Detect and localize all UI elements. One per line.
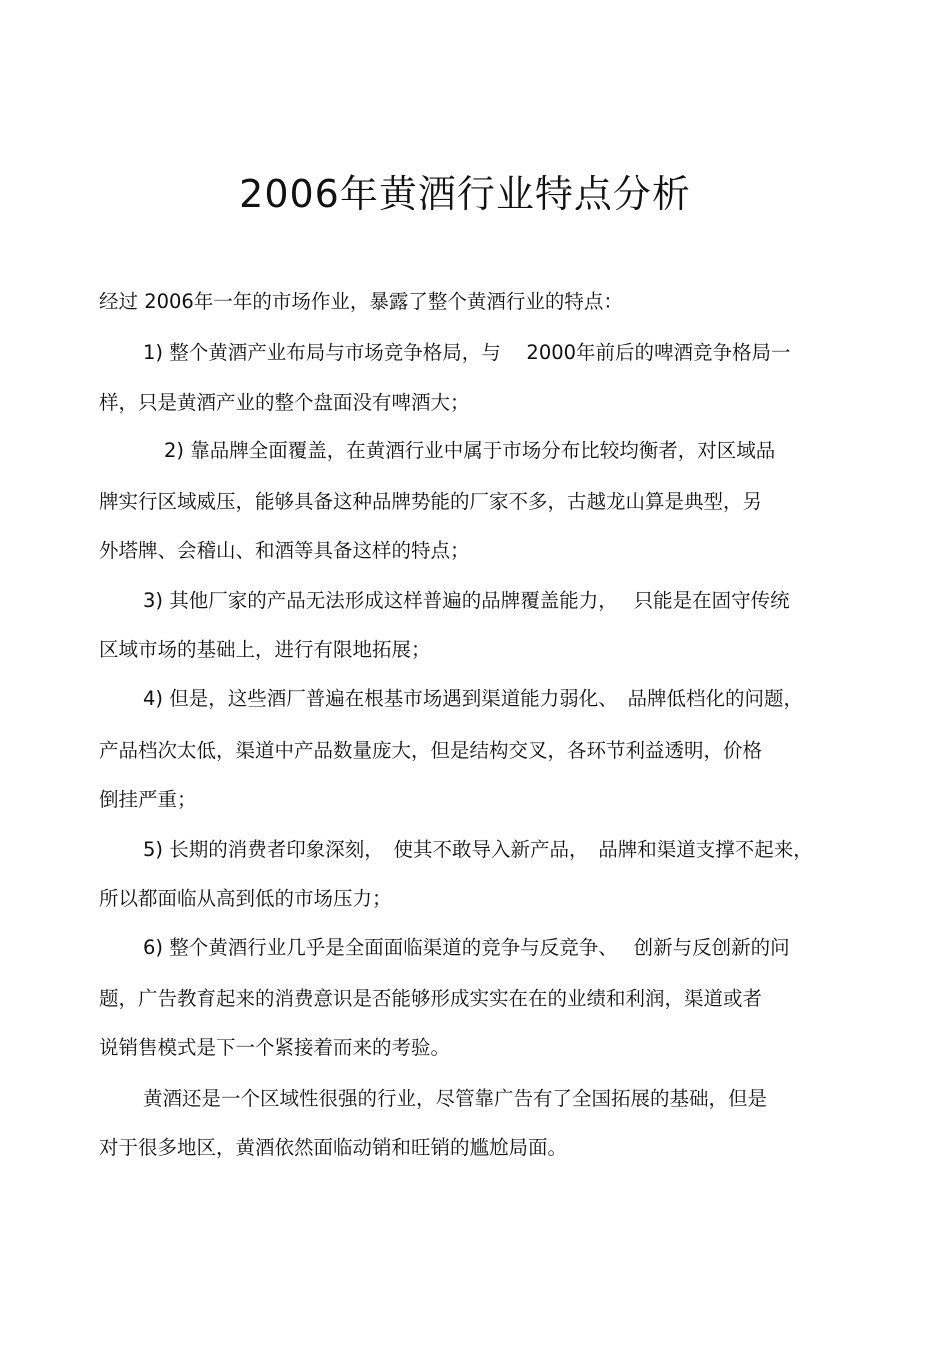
paragraph-7-line-1: 黄酒还是一个区域性很强的行业，尽管靠广告有了全国拓展的基础，但是 [143, 1087, 768, 1110]
paragraph-2-line-2: 牌实行区域威压，能够具备这种品牌势能的厂家不多，古越龙山算是典型，另 [99, 490, 763, 513]
document-title: 2006年黄酒行业特点分析 [239, 172, 691, 216]
paragraph-6-line-3: 说销售模式是下一个紧接着而来的考验。 [99, 1036, 451, 1059]
paragraph-5-line-1: 5) 长期的消费者印象深刻， 使其不敢导入新产品， 品牌和渠道支撑不起来， [143, 838, 813, 861]
paragraph-1-line-1: 1) 整个黄酒产业布局与市场竞争格局，与 2000年前后的啤酒竞争格局一 [143, 341, 791, 364]
intro-line: 经过 2006年一年的市场作业，暴露了整个黄酒行业的特点： [99, 290, 623, 313]
paragraph-2-line-1: 2) 靠品牌全面覆盖，在黄酒行业中属于市场分布比较均衡者，对区域品 [164, 439, 776, 462]
paragraph-4-line-3: 倒挂严重； [99, 788, 197, 811]
paragraph-7-line-2: 对于很多地区，黄酒依然面临动销和旺销的尴尬局面。 [99, 1136, 568, 1159]
paragraph-4-line-1: 4) 但是，这些酒厂普遍在根基市场遇到渠道能力弱化、 品牌低档化的问题， [143, 687, 803, 710]
paragraph-2-line-3: 外塔牌、会稽山、和酒等具备这样的特点； [99, 539, 470, 562]
paragraph-1-line-2: 样，只是黄酒产业的整个盘面没有啤酒大； [99, 391, 470, 414]
paragraph-3-line-1: 3) 其他厂家的产品无法形成这样普遍的品牌覆盖能力， 只能是在固守传统 [143, 589, 790, 612]
paragraph-4-line-2: 产品档次太低，渠道中产品数量庞大，但是结构交叉，各环节利益透明，价格 [99, 739, 763, 762]
paragraph-5-line-2: 所以都面临从高到低的市场压力； [99, 887, 392, 910]
paragraph-6-line-2: 题，广告教育起来的消费意识是否能够形成实实在在的业绩和利润，渠道或者 [99, 987, 763, 1010]
paragraph-3-line-2: 区域市场的基础上，进行有限地拓展； [99, 638, 431, 661]
paragraph-6-line-1: 6) 整个黄酒行业几乎是全面面临渠道的竞争与反竞争、 创新与反创新的问 [143, 936, 790, 959]
